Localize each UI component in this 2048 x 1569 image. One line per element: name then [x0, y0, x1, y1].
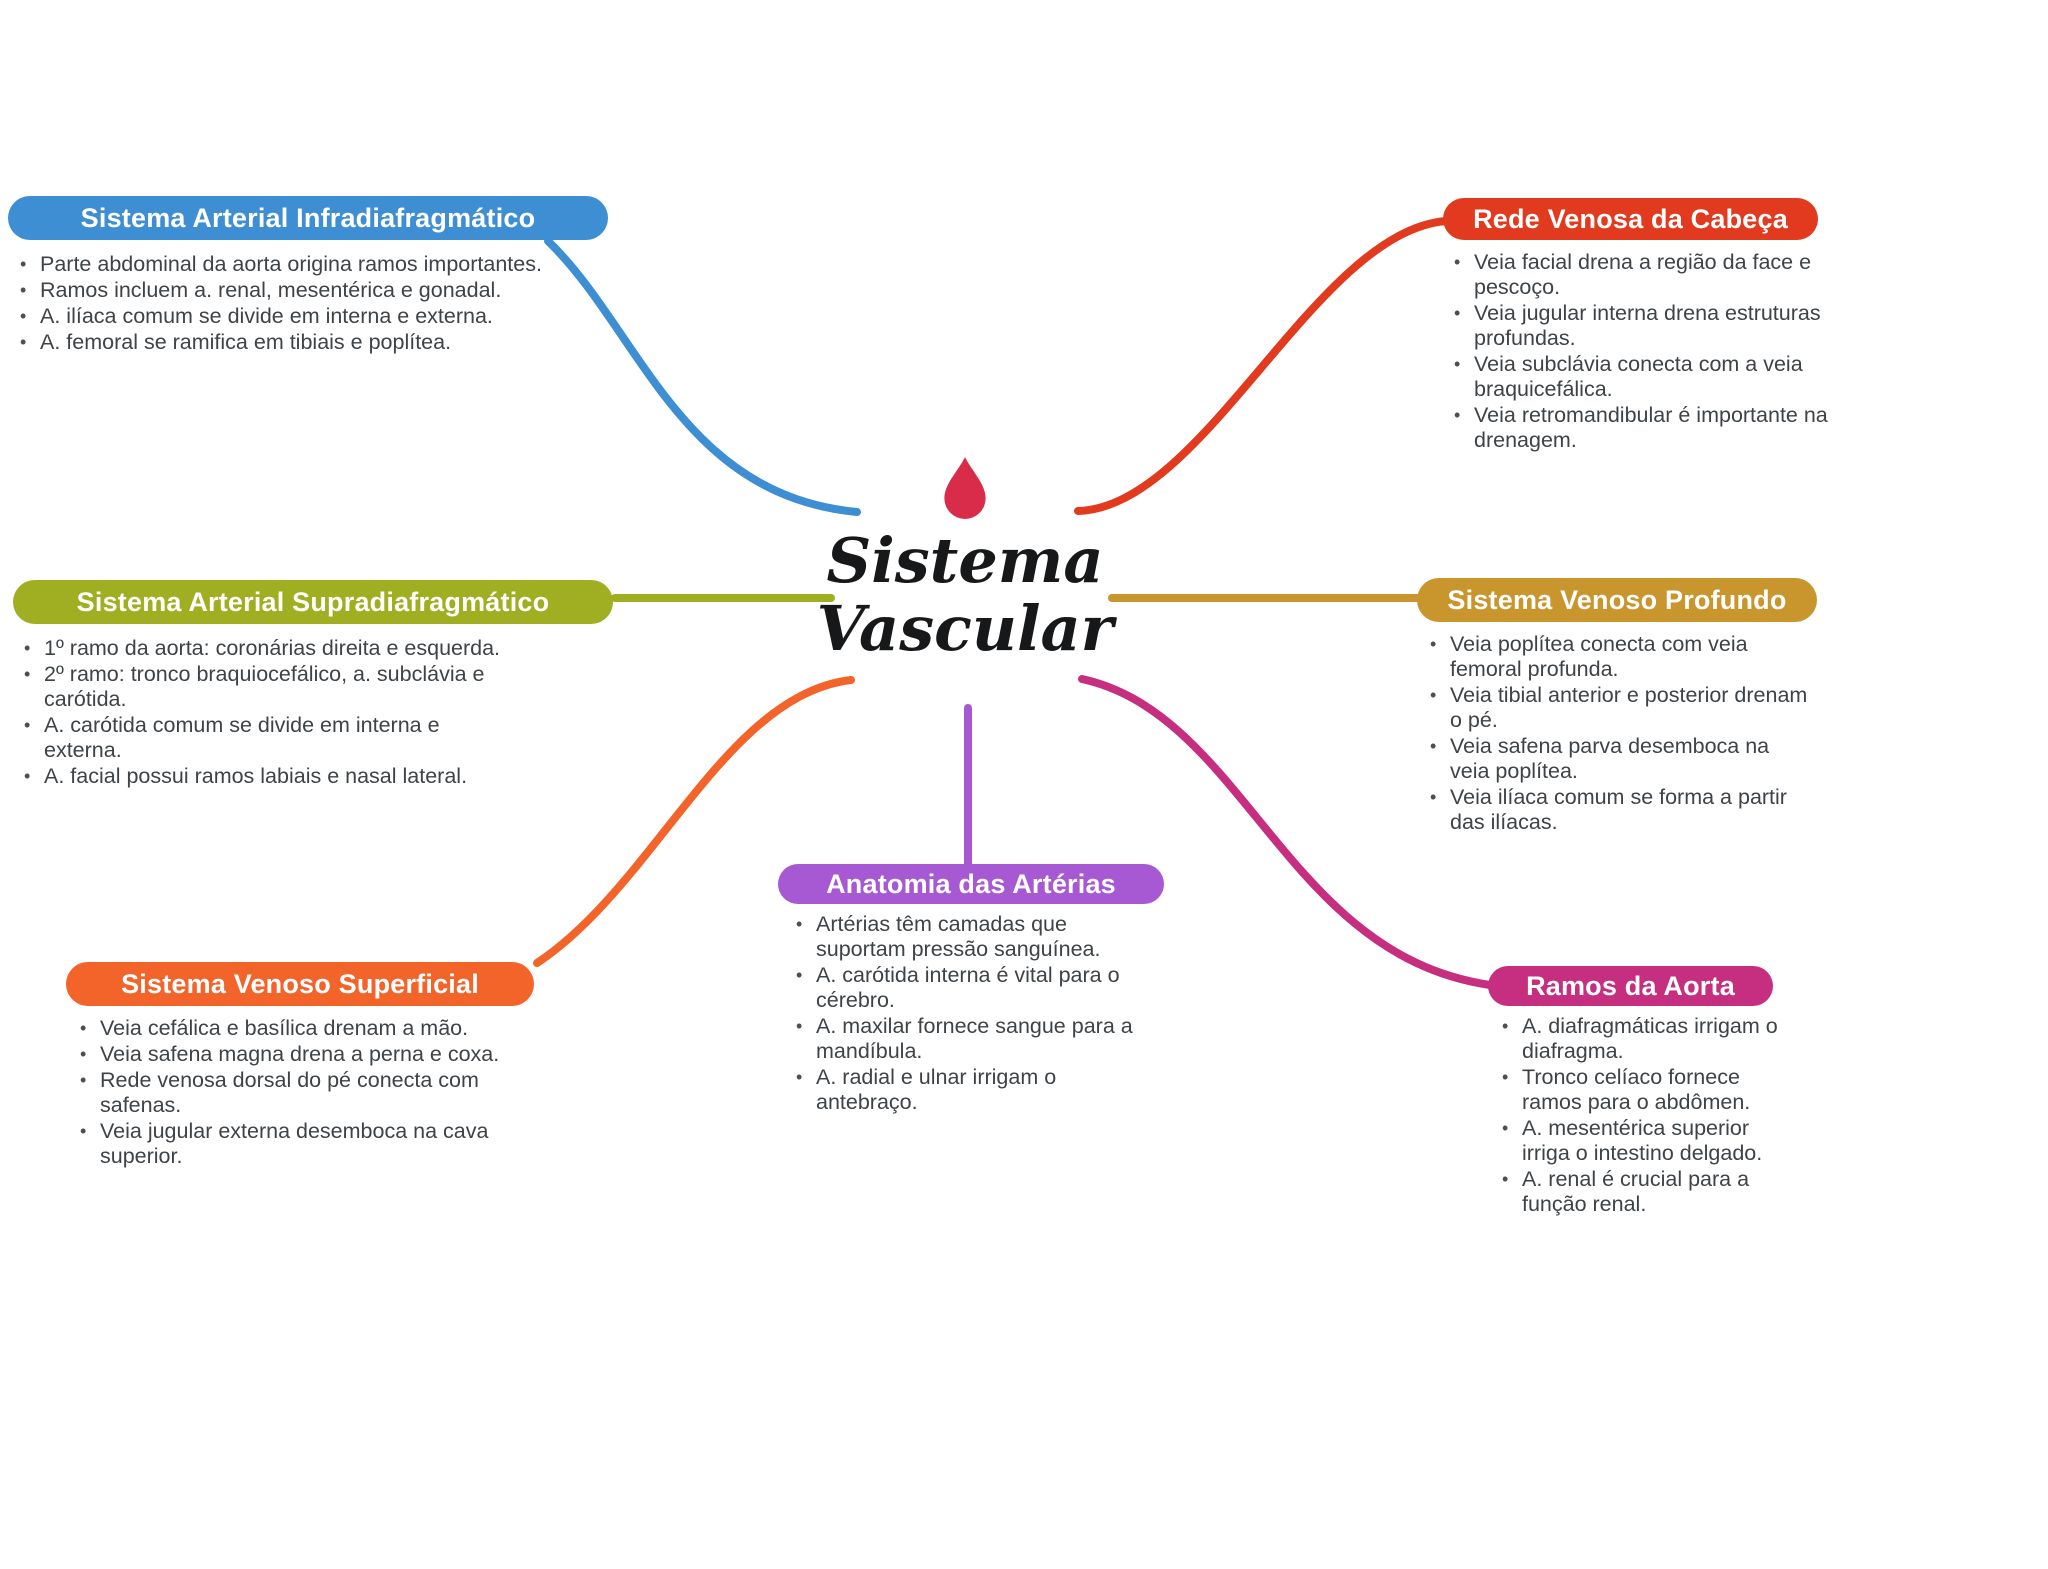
branch-title-pill — [8, 196, 608, 240]
bullet-item: • A. radial e ulnar irrigam o antebraço. — [790, 1065, 1150, 1115]
branch-title: Sistema Arterial Infradiafragmático — [80, 202, 536, 233]
branch-title-pill — [778, 864, 1164, 904]
branch-arterial-supradiafragmatico — [13, 580, 613, 790]
bullet-item: • Veia retromandibular é importante na drenagem. — [1448, 403, 1838, 453]
bullet-item: • Veia subclávia conecta com a veia braquicefálica. — [1448, 352, 1838, 402]
bullet-item: • Veia tibial anterior e posterior drenam o pé. — [1424, 683, 1809, 733]
bullet-item: • A. facial possui ramos labiais e nasal lateral. — [18, 764, 506, 789]
bullet-item: • Rede venosa dorsal do pé conecta com safenas. — [74, 1068, 539, 1118]
central-topic-title — [765, 524, 1165, 665]
branch-bullets — [790, 912, 1150, 1115]
branch-bullets — [1496, 1014, 1801, 1217]
branch-title: Sistema Arterial Supradiafragmático — [76, 586, 550, 617]
branch-bullets — [14, 252, 559, 355]
branch-bullets — [74, 1016, 539, 1169]
branch-arterial-infradiafragmatico — [8, 196, 608, 356]
branch-title: Rede Venosa da Cabeça — [1473, 203, 1788, 234]
bullet-item: • A. diafragmáticas irrigam o diafragma. — [1496, 1014, 1801, 1064]
bullet-item: • Veia facial drena a região da face e pescoço. — [1448, 250, 1838, 300]
branch-title-pill — [1443, 198, 1818, 240]
branch-title: Anatomia das Artérias — [826, 868, 1116, 899]
bullet-item: • Veia ilíaca comum se forma a partir das ilíacas. — [1424, 785, 1809, 835]
bullet-item: • Artérias têm camadas que suportam pressão sanguínea. — [790, 912, 1150, 962]
bullet-item: • Tronco celíaco fornece ramos para o abdômen. — [1496, 1065, 1801, 1115]
bullet-item: • Veia poplítea conecta com veia femoral profunda. — [1424, 632, 1809, 682]
branch-title: Sistema Venoso Profundo — [1447, 584, 1787, 615]
blood-drop-icon — [940, 455, 990, 521]
bullet-item: • Veia cefálica e basílica drenam a mão. — [74, 1016, 539, 1041]
central-title-line1: Sistema — [826, 524, 1104, 597]
bullet-item: • A. femoral se ramifica em tibiais e poplítea. — [14, 330, 559, 355]
branch-title: Sistema Venoso Superficial — [121, 968, 479, 999]
branch-ramos-aorta — [1488, 966, 1798, 1218]
branch-venoso-superficial — [66, 962, 534, 1170]
bullet-item: • A. ilíaca comum se divide em interna e externa. — [14, 304, 559, 329]
branch-bullets — [1448, 250, 1838, 453]
bullet-item: • A. carótida comum se divide em interna e externa. — [18, 713, 506, 763]
bullet-item: • Veia jugular externa desemboca na cava superior. — [74, 1119, 539, 1169]
branch-bullets — [1424, 632, 1809, 835]
branch-title-pill — [1417, 578, 1817, 622]
bullet-item: • A. mesentérica superior irriga o intestino delgado. — [1496, 1116, 1801, 1166]
bullet-item: • Veia safena parva desemboca na veia poplítea. — [1424, 734, 1809, 784]
branch-title: Ramos da Aorta — [1526, 970, 1735, 1001]
branch-anatomia-arterias — [778, 864, 1164, 1116]
branch-rede-venosa-cabeca — [1443, 198, 1838, 454]
branch-venoso-profundo — [1417, 578, 1817, 836]
branch-title-pill — [1488, 966, 1773, 1006]
bullet-item: • Veia safena magna drena a perna e coxa. — [74, 1042, 539, 1067]
bullet-item: • A. renal é crucial para a função renal. — [1496, 1167, 1801, 1217]
bullet-item: • 2º ramo: tronco braquiocefálico, a. subclávia e carótida. — [18, 662, 506, 712]
central-title-line2: Vascular — [816, 592, 1114, 665]
central-topic — [765, 455, 1165, 663]
bullet-item: • A. carótida interna é vital para o cérebro. — [790, 963, 1150, 1013]
branch-bullets — [18, 636, 506, 789]
branch-title-pill — [13, 580, 613, 624]
bullet-item: • Ramos incluem a. renal, mesentérica e gonadal. — [14, 278, 559, 303]
bullet-item: • 1º ramo da aorta: coronárias direita e esquerda. — [18, 636, 506, 661]
branch-title-pill — [66, 962, 534, 1006]
bullet-item: • Veia jugular interna drena estruturas profundas. — [1448, 301, 1838, 351]
bullet-item: • Parte abdominal da aorta origina ramos importantes. — [14, 252, 559, 277]
bullet-item: • A. maxilar fornece sangue para a mandíbula. — [790, 1014, 1150, 1064]
